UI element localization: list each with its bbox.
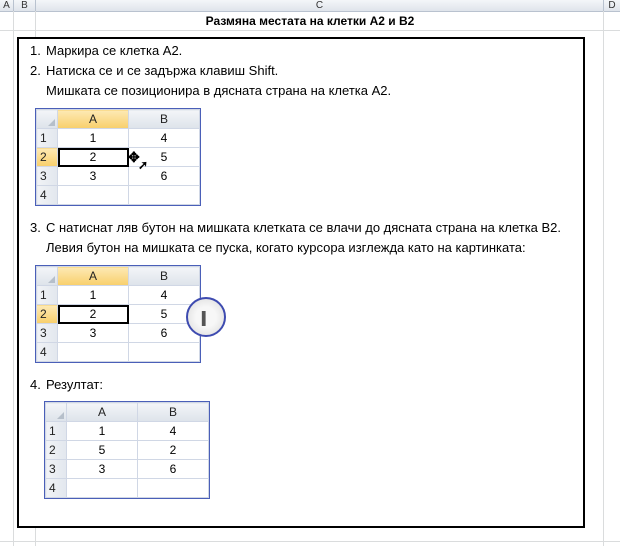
gridline — [13, 11, 14, 546]
step-2 — [30, 63, 278, 79]
step-2-continued — [30, 83, 391, 99]
magnifier-ibeam-icon — [186, 297, 226, 337]
step-text: Маркира се клетка А2. — [46, 43, 183, 58]
step-number: 3. — [30, 220, 41, 235]
column-header[interactable]: A — [67, 403, 138, 422]
cell[interactable]: 6 — [138, 460, 209, 479]
cell[interactable]: 4 — [129, 129, 200, 148]
cell[interactable]: 6 — [129, 167, 200, 186]
cell[interactable] — [58, 186, 129, 205]
row-header[interactable]: 1 — [46, 422, 67, 441]
page-title: Размяна местата на клетки А2 и В2 — [205, 14, 415, 28]
column-header[interactable]: B — [138, 403, 209, 422]
ibeam-cursor-icon: I — [200, 307, 208, 331]
cell[interactable]: 2 — [138, 441, 209, 460]
row-header[interactable]: 3 — [46, 460, 67, 479]
select-all-corner[interactable] — [37, 110, 58, 129]
cell[interactable] — [67, 479, 138, 498]
step-text: Мишката се позиционира в дясната страна на клетка А2. — [46, 83, 392, 98]
column-header[interactable]: A — [58, 110, 129, 129]
column-header-d[interactable]: D — [608, 0, 616, 11]
column-header-a[interactable]: A — [0, 0, 14, 11]
cell[interactable]: 3 — [58, 324, 129, 343]
select-all-corner[interactable] — [37, 267, 58, 286]
step-number: 1. — [30, 43, 41, 58]
mini-spreadsheet-result — [44, 401, 210, 499]
column-header-c[interactable]: C — [36, 0, 604, 11]
cell-active[interactable]: 2 — [58, 148, 129, 167]
row-header[interactable]: 1 — [37, 129, 58, 148]
cell[interactable]: 1 — [58, 129, 129, 148]
cell[interactable]: 4 — [138, 422, 209, 441]
cell[interactable]: 3 — [67, 460, 138, 479]
mini-spreadsheet-2 — [35, 265, 201, 363]
row-header[interactable]: 1 — [37, 286, 58, 305]
step-text: Натиска се и се задържа клавиш Shift. — [46, 63, 279, 78]
cell[interactable] — [129, 186, 200, 205]
cell[interactable] — [129, 343, 200, 362]
cell[interactable]: 5 — [129, 148, 200, 167]
cell[interactable]: 1 — [58, 286, 129, 305]
cell[interactable]: 5 — [67, 441, 138, 460]
mini-spreadsheet-1 — [35, 108, 201, 206]
gridline — [603, 11, 604, 546]
sheet-column-headers — [0, 0, 620, 12]
step-3 — [30, 220, 561, 236]
column-header[interactable]: B — [129, 267, 200, 286]
step-3-continued — [30, 240, 526, 256]
gridline — [0, 541, 620, 542]
step-text: С натиснат ляв бутон на мишката клетката се влачи до дясната страна на клетка В2. — [46, 220, 562, 235]
column-header[interactable]: B — [129, 110, 200, 129]
move-cursor-icon: ✥ — [128, 149, 140, 165]
cell[interactable]: 6 — [129, 324, 200, 343]
row-header[interactable]: 3 — [37, 324, 58, 343]
step-4 — [30, 377, 103, 393]
row-header[interactable]: 4 — [37, 186, 58, 205]
cell[interactable] — [58, 343, 129, 362]
cell-active[interactable]: 2 — [58, 305, 129, 324]
step-text: Резултат: — [46, 377, 103, 392]
row-header[interactable]: 2 — [37, 305, 58, 324]
row-header[interactable]: 3 — [37, 167, 58, 186]
row-header[interactable]: 4 — [37, 343, 58, 362]
step-number: 4. — [30, 377, 41, 392]
gridline — [0, 30, 620, 31]
step-1 — [30, 43, 182, 59]
row-header[interactable]: 2 — [37, 148, 58, 167]
cell[interactable]: 4 — [129, 286, 200, 305]
cell[interactable] — [138, 479, 209, 498]
select-all-corner[interactable] — [46, 403, 67, 422]
step-number: 2. — [30, 63, 41, 78]
row-header[interactable]: 2 — [46, 441, 67, 460]
cell[interactable]: 1 — [67, 422, 138, 441]
row-header[interactable]: 4 — [46, 479, 67, 498]
cell[interactable]: 5 — [129, 305, 200, 324]
cell[interactable]: 3 — [58, 167, 129, 186]
pointer-cursor-icon: ➚ — [138, 158, 149, 172]
step-text: Левия бутон на мишката се пуска, когато курсора изглежда като на картинката: — [46, 240, 526, 255]
column-header[interactable]: A — [58, 267, 129, 286]
column-header-b[interactable]: B — [14, 0, 36, 11]
